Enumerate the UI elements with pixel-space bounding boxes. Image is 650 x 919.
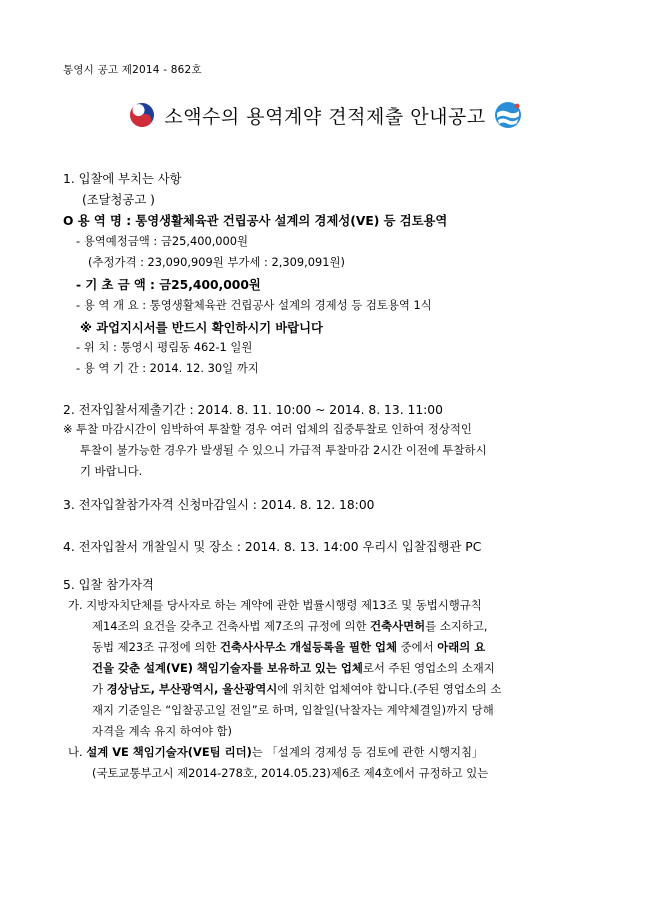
ga-l5-end: 에 위치한 업체여야 합니다.(주된 영업소의 소 (277, 682, 502, 696)
bid-note-l3: 기 바랍니다. (80, 464, 143, 478)
section2-heading: 2. 전자입찰서제출기간 : 2014. 8. 11. 10:00 ~ 2014. 8. 13. 11:00 (63, 403, 443, 417)
bid-note-line (63, 421, 586, 437)
qualification-ga-l2 (92, 618, 487, 634)
base-amount: - 기 초 금 액 : 금25,400,000원 (76, 278, 261, 292)
ga-l2-end: 를 소지하고, (425, 619, 488, 633)
estimate-breakdown: (추정가격 : 23,090,909원 부가세 : 2,309,091원) (88, 255, 345, 269)
qualification-ga-l5 (92, 681, 502, 697)
qualification-ga-l4 (92, 660, 495, 676)
na-l1-text: 는 「설계의 경제성 등 검토에 관한 시행지침」 (251, 745, 484, 759)
na-l1-prefix: 나. (68, 745, 87, 759)
page-title: 소액수의 용역계약 견적제출 안내공고 (164, 105, 486, 128)
service-period: - 용 역 기 간 : 2014. 12. 30일 까지 (76, 361, 259, 375)
ga-l2-bold: 건축사면허 (370, 619, 426, 633)
section1-sub: (조달청공고 ) (82, 193, 155, 207)
ga-l4-text: 로서 주된 영업소의 소재지 (362, 661, 495, 675)
qualification-ga-l7: 자격을 계속 유지 하여야 함) (92, 724, 232, 738)
qualification-na-l2: (국토교통부고시 제2014-278호, 2014.05.23)제6조 제4호에서 규정하고 있는 (92, 766, 489, 780)
bid-note-l2: 투찰이 불가능한 경우가 발생될 수 있으니 가급적 투찰마감 2시간 이전에 투찰하시 (80, 443, 487, 457)
bid-note-l1: ※ 투찰 마감시간이 임박하여 투찰할 경우 여러 업체의 집중투찰로 인하여 정상적인 (63, 422, 472, 436)
qualification-na-l1 (68, 744, 483, 760)
ga-l3-mid: 중에서 (396, 640, 438, 654)
planned-amount: - 용역예정금액 : 금25,400,000원 (76, 234, 249, 248)
document-number: 통영시 공고 제2014 - 862호 (63, 64, 202, 76)
ga-l3-bold: 건축사사무소 개설등록을 필한 업체 (220, 640, 397, 654)
service-overview: - 용 역 개 요 : 통영생활체육관 건립공사 설계의 경제성 등 검토용역 1식 (76, 298, 432, 312)
ga-l3-bold2: 아래의 요 (437, 640, 486, 654)
section4-heading: 4. 전자입찰서 개찰일시 및 장소 : 2014. 8. 13. 14:00 우리시 입찰집행관 PC (63, 540, 482, 554)
qualification-ga-l3 (92, 639, 485, 655)
ga-l5-text: 가 (92, 682, 107, 696)
section3-heading: 3. 전자입찰참가자격 신청마감일시 : 2014. 8. 12. 18:00 (63, 498, 375, 512)
ga-l2-text: 제14조의 요건을 갖추고 건축사법 제7조의 규정에 의한 (92, 619, 371, 633)
na-l1-bold: 설계 VE 책임기술자(VE팀 리더) (86, 745, 252, 759)
ga-l4-bold: 건을 갖춘 설계(VE) 책임기술자를 보유하고 있는 업체 (92, 661, 363, 675)
task-notice: ※ 과업지시서를 반드시 확인하시기 바랍니다 (80, 321, 323, 335)
qualification-ga-l1: 가. 지방자치단체를 당사자로 하는 계약에 관한 법률시행령 제13조 및 동법시행규칙 (68, 598, 482, 612)
city-emblem-icon (493, 100, 523, 130)
ga-l5-bold: 경상남도, 부산광역시, 울산광역시 (106, 682, 278, 696)
title-row (0, 98, 650, 132)
qualification-ga-l6: 재지 기준일은 “입찰공고일 전일”로 하며, 입찰일(낙찰자는 계약체결일)까지 당해 (92, 703, 494, 717)
service-location: - 위 치 : 통영시 평림동 462-1 일원 (76, 340, 253, 354)
section1-heading: 1. 입찰에 부치는 사항 (63, 172, 182, 186)
taegeuk-logo-icon (127, 100, 157, 130)
service-name: O 용 역 명 : 통영생활체육관 건립공사 설계의 경제성(VE) 등 검토용역 (63, 214, 448, 228)
section5-heading: 5. 입찰 참가자격 (63, 578, 154, 592)
ga-l3-text: 동법 제23조 규정에 의한 (92, 640, 221, 654)
